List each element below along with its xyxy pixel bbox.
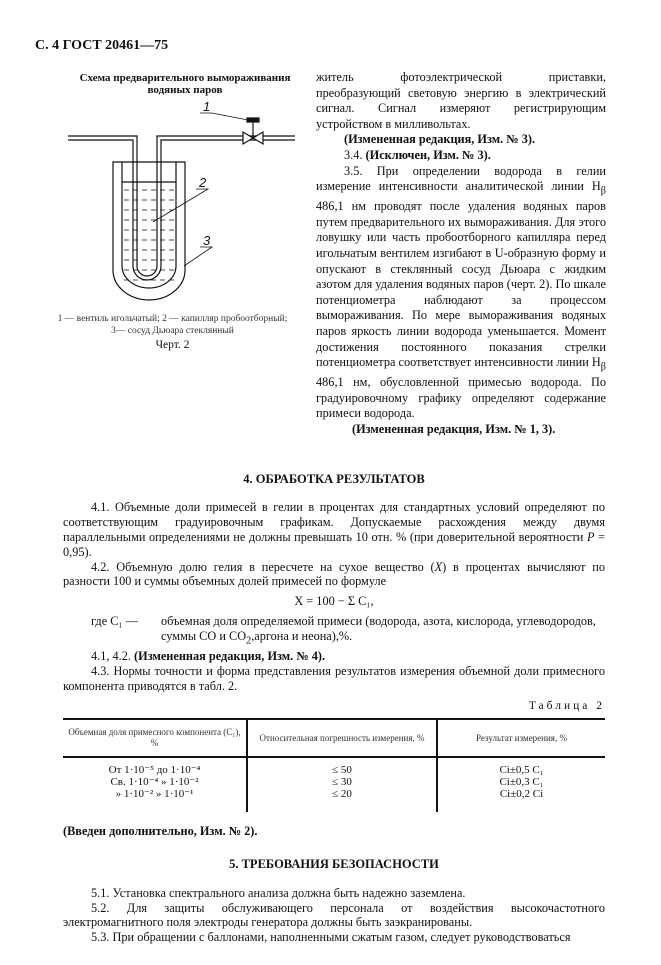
caption-line: 1 — вентиль игольчатый; 2 — капилляр пробоотборный; xyxy=(57,314,288,324)
text: 486,1 нм, обусловленной примесью водорода. По градуировочному графику определяют содержание примеси водорода. xyxy=(316,375,606,421)
text: 4.1. Объемные доли примесей в гелии в процентах для стандартных условий определяют по соответствующим градуировочным графикам. Допускаемые расхождения между двумя параллельными определениями не должны превышать 10 отн. % (при доверительной вероятности xyxy=(63,500,605,544)
subscript: β xyxy=(600,361,606,373)
amendment-note: (Введен дополнительно, Изм. № 2). xyxy=(63,824,258,839)
dewar-diagram xyxy=(0,0,315,310)
text: 3.5. При определении водорода в гелии измерение интенсивности аналитической линии H xyxy=(316,163,606,194)
cell: ≤ 50 xyxy=(247,757,437,776)
cell: » 1·10⁻² » 1·10⁻¹ xyxy=(115,788,194,801)
table-note xyxy=(63,824,605,839)
figure-number: Черт. 2 xyxy=(155,339,190,351)
text: ) в процентах вычисляют по разности 100 и суммы объемных долей примесей по формуле xyxy=(63,559,605,589)
column-header: Относительная погрешность измерения, % xyxy=(247,719,437,757)
legend-key: где C₁ — xyxy=(91,613,139,628)
text: 486,1 нм проводят после удаления водяных паров путем предварительного их вымораживания. Для этого ловушку или часть пробоотборного капилляра перед игольчатым вентилем изгибают в U-образную форму и опускают в стеклянный сосуд Дьюара с жидким азотом для удаления водяных паров (черт. 2). По шкале потенциометра наблюдают за процессом вымораживания. По мере вымораживания водяных паров яркость линии водорода уменьшается. Момент достижения постоянного показания стрелки потенциометра соответствует интенсивности линии H xyxy=(316,199,606,370)
amendment-note: (Измененная редакция, Изм. № 3). xyxy=(344,132,536,147)
right-column xyxy=(316,70,606,438)
cell: Ci±0,2 Ci xyxy=(437,788,605,812)
paragraph-5-1: 5.1. Установка спектрального анализа должна быть надежно заземлена. xyxy=(91,885,466,900)
cell: Ci±0,5 C₁ xyxy=(437,757,605,776)
table-row xyxy=(63,788,605,812)
amendment-note: (Измененная редакция, Изм. № 1, 3). xyxy=(352,421,556,436)
amendment-note: (Исключен, Изм. № 3). xyxy=(365,147,491,162)
section-heading: 4. ОБРАБОТКА РЕЗУЛЬТАТОВ xyxy=(243,471,425,486)
table-row xyxy=(63,757,605,776)
subscript: 2 xyxy=(246,635,252,647)
paragraph-5-2: 5.2. Для защиты обслуживающего персонала от воздействия высокочастотного электромагнитного поля электроды генератора должны быть заэкранированы. xyxy=(63,900,605,930)
amendment-note: (Измененная редакция, Изм. № 4). xyxy=(134,648,326,663)
table-2 xyxy=(63,718,605,812)
paragraph-5-3: 5.3. При обращении с баллонами, наполненными сжатым газом, следует руководствоваться xyxy=(91,930,571,945)
paragraph: житель фотоэлектрической приставки, преобразующий световую энергию в электрический сигнал. Сигнал измеряют регистрирующим устройством в милливольтах. xyxy=(316,70,606,131)
variable: X xyxy=(434,559,443,574)
paragraph-3-5 xyxy=(316,164,606,422)
figure-caption xyxy=(35,313,310,337)
paragraph-3-4 xyxy=(316,148,606,164)
caption-line: 3— сосуд Дьюара стеклянный xyxy=(111,326,234,336)
label-1: 1 xyxy=(203,99,211,114)
cell: Св. 1·10⁻⁴ » 1·10⁻² xyxy=(110,776,199,789)
text: 4.2. Объемную долю гелия в пересчете на сухое вещество ( xyxy=(91,559,435,574)
capillary-outer xyxy=(68,136,295,276)
text: ,аргона и неона),%. xyxy=(251,628,353,643)
capillary-inner xyxy=(68,140,295,280)
paragraph-4-1 xyxy=(63,500,605,559)
amendment-line xyxy=(63,649,605,664)
paragraph-4-2 xyxy=(63,560,605,590)
column-header: Объемная доля примесного компонента (C₁), % xyxy=(63,719,247,757)
section-4 xyxy=(63,472,605,694)
formula: X = 100 − Σ C₁, xyxy=(294,594,374,609)
subscript: β xyxy=(600,185,606,197)
table-row xyxy=(63,776,605,788)
clause-number: 4.1, 4.2. xyxy=(91,648,131,663)
clause-number: 3.4. xyxy=(344,147,363,162)
cell: От 1·10⁻⁵ до 1·10⁻⁴ xyxy=(108,764,201,777)
variable: P xyxy=(586,529,595,544)
figure-title: Схема предварительного вымораживания водяных паров xyxy=(79,72,291,96)
legend-value xyxy=(161,614,605,649)
table-caption: Таблица 2 xyxy=(528,700,605,713)
table-2-block xyxy=(63,699,605,812)
cell: ≤ 30 xyxy=(247,776,437,788)
paragraph-4-3: 4.3. Нормы точности и форма представления результатов измерения объемной доли примесного компонента приводятся в табл. 2. xyxy=(63,663,605,693)
column-header: Результат измерения, % xyxy=(437,719,605,757)
formula-legend xyxy=(63,614,605,649)
page-header: С. 4 ГОСТ 20461—75 xyxy=(35,38,169,53)
section-5 xyxy=(63,857,605,965)
text: объемная доля определяемой примеси (водорода, азота, кислорода, углеводородов, суммы CO и CO xyxy=(161,613,596,643)
label-3: 3 xyxy=(203,233,211,248)
section-heading: 5. ТРЕБОВАНИЯ БЕЗОПАСНОСТИ xyxy=(229,856,439,871)
label-2: 2 xyxy=(199,175,207,190)
dewar-inner xyxy=(122,162,176,288)
cell: Ci±0,3 C₁ xyxy=(437,776,605,788)
text: = 0,95). xyxy=(63,529,605,559)
cell: ≤ 20 xyxy=(247,788,437,812)
top-region xyxy=(0,0,661,438)
